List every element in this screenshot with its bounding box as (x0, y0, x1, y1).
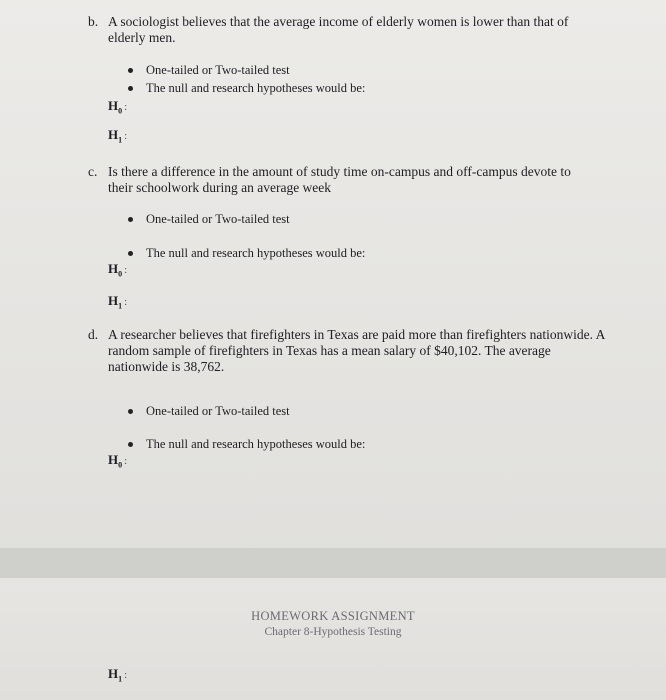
question-c-h1-label: $H_1$ : (108, 293, 128, 311)
question-b-h1-label: $H_1$ : (108, 127, 128, 145)
question-d-h1-label: $H_1$ : (108, 666, 128, 684)
bullet-dot-icon (128, 68, 133, 73)
question-b-tail-label: One-tailed or Two-tailed test (146, 63, 290, 77)
question-d-text: A researcher believes that firefighters in Texas are paid more than firefighters nationwide. A random sample of firefighters in Texas has a mean salary of $40,102. The average nationwide is 38,762. (108, 327, 605, 374)
question-c-bullet-hypotheses (128, 246, 365, 261)
question-d-bullet-hypotheses (128, 437, 365, 452)
page-break-band (0, 548, 666, 578)
question-d-h0-label: $H_0$ : (108, 452, 128, 470)
question-b-bullet-tail (128, 63, 290, 78)
question-c-bullet-tail (128, 212, 290, 227)
footer-title: HOMEWORK ASSIGNMENT (251, 609, 415, 623)
question-b-bullet-hypotheses (128, 81, 365, 96)
bullet-dot-icon (128, 442, 133, 447)
question-d-hypotheses-label: The null and research hypotheses would be: (146, 437, 366, 451)
question-c-text: Is there a difference in the amount of study time on-campus and off-campus devote to their schoolwork during an average week (108, 164, 571, 195)
footer-subtitle: Chapter 8-Hypothesis Testing (264, 626, 402, 638)
question-b-letter: b. (88, 14, 99, 29)
question-d-bullet-tail (128, 404, 290, 419)
question-d-tail-label: One-tailed or Two-tailed test (146, 404, 290, 418)
bullet-dot-icon (128, 409, 133, 414)
bullet-dot-icon (128, 251, 133, 256)
question-c-h0-label: $H_0$ : (108, 261, 128, 279)
question-b-hypotheses-label: The null and research hypotheses would be: (146, 81, 366, 95)
next-page (0, 578, 666, 700)
question-b-h0-label: $H_0$ : (108, 98, 128, 116)
question-b-text: A sociologist believes that the average income of elderly women is lower than that of elderly men. (108, 14, 569, 45)
question-c-letter: c. (88, 164, 98, 179)
question-c-hypotheses-label: The null and research hypotheses would be: (146, 246, 366, 260)
bullet-dot-icon (128, 86, 133, 91)
question-c-tail-label: One-tailed or Two-tailed test (146, 212, 290, 226)
question-d-letter: d. (88, 327, 99, 342)
bullet-dot-icon (128, 217, 133, 222)
